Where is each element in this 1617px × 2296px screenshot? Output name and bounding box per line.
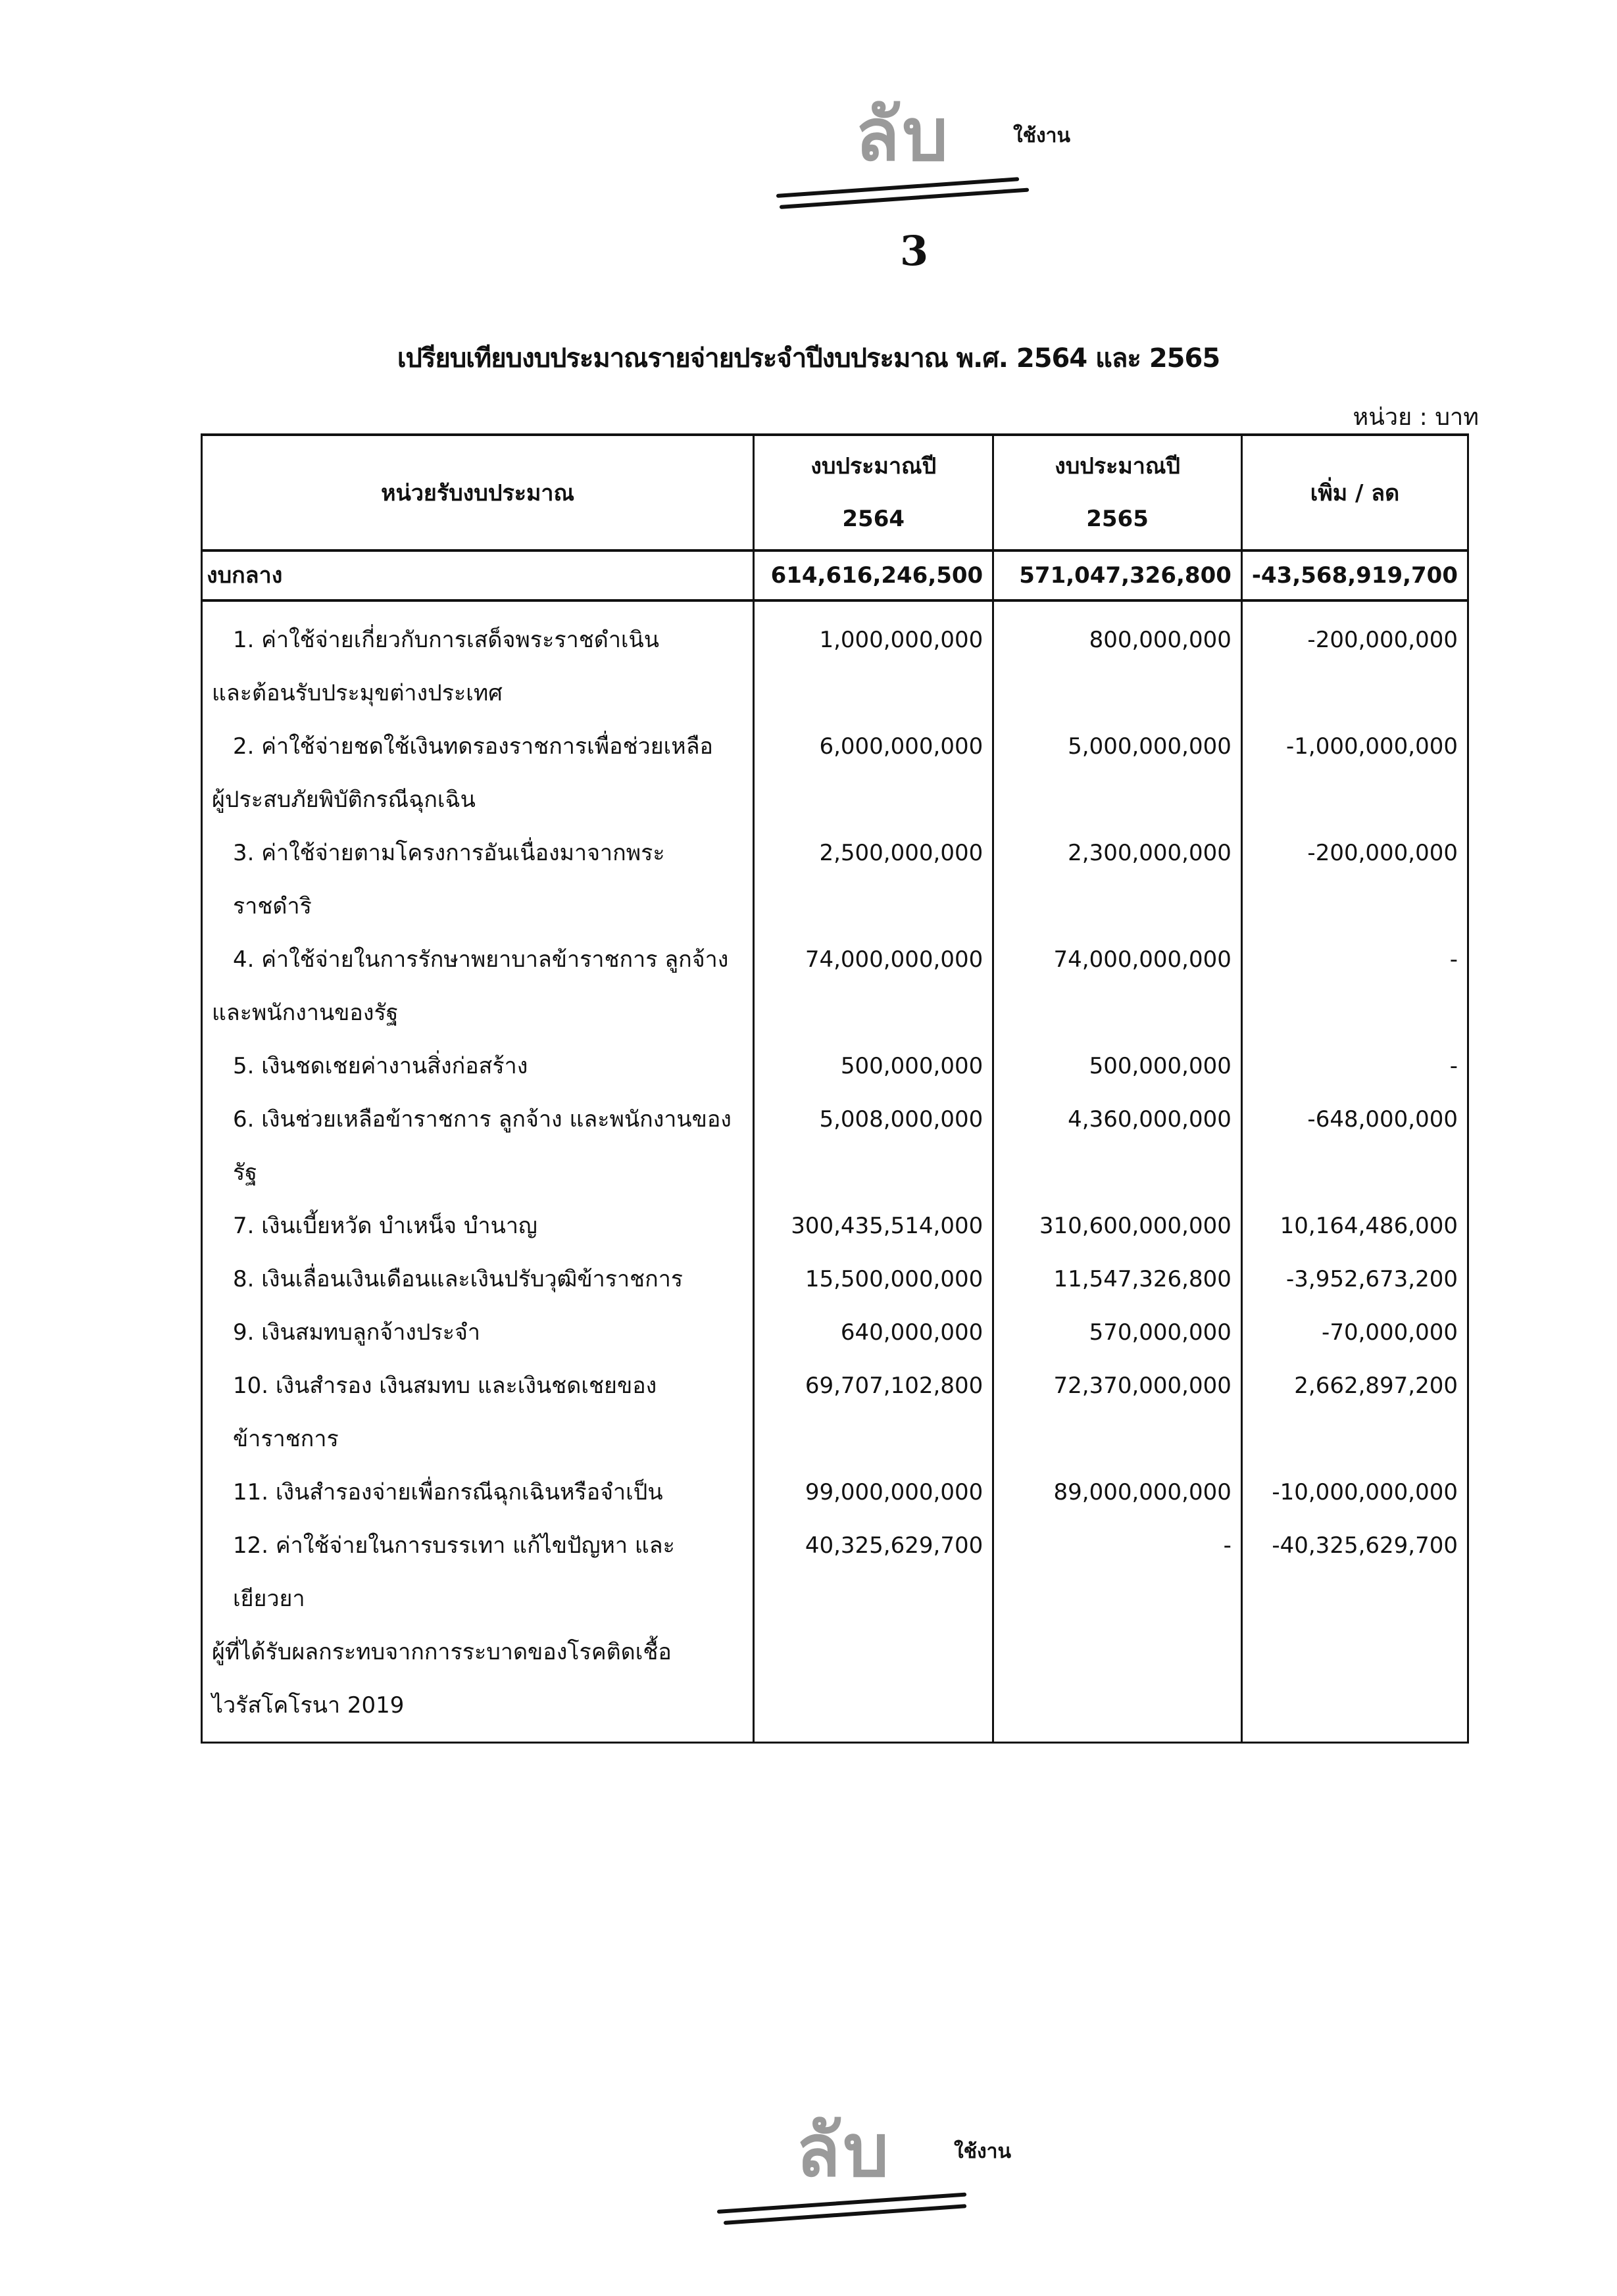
value-2565: 5,000,000,000 [993,720,1242,827]
header-year: 2564 [842,506,905,532]
value-change: -40,325,629,700 [1241,1519,1468,1743]
table-row [202,1359,1468,1466]
value-2565: 2,300,000,000 [993,827,1242,933]
table-row [202,1519,1468,1743]
item-name [202,933,754,1040]
value-2564: 6,000,000,000 [754,720,993,827]
confidential-stamp-bottom [717,2109,1059,2239]
item-name [202,1200,754,1253]
item-line: 4. ค่าใช้จ่ายในการรักษาพยาบาลข้าราชการ ลูกจ้าง [233,946,729,973]
item-name [202,1306,754,1359]
item-line: 9. เงินสมทบลูกจ้างประจำ [233,1319,481,1346]
table-row [202,1040,1468,1093]
item-name [202,1519,754,1743]
item-name [202,827,754,933]
item-line: 2. ค่าใช้จ่ายชดใช้เงินทดรองราชการเพื่อช่วยเหลือ [233,733,713,760]
value-change: - [1241,933,1468,1040]
value-2564: 640,000,000 [754,1306,993,1359]
value-2565: 89,000,000,000 [993,1466,1242,1519]
value-2564: 74,000,000,000 [754,933,993,1040]
table-row [202,1200,1468,1253]
item-name [202,1040,754,1093]
value-2565: 11,547,326,800 [993,1253,1242,1306]
total-2564: 614,616,246,500 [754,550,993,600]
value-change: - [1241,1040,1468,1093]
value-2564: 40,325,629,700 [754,1519,993,1743]
value-2564: 99,000,000,000 [754,1466,993,1519]
value-change: -648,000,000 [1241,1093,1468,1200]
header-unit: หน่วยรับงบประมาณ [202,435,754,550]
header-2564 [754,435,993,550]
total-name: งบกลาง [202,550,754,600]
total-row [202,550,1468,600]
item-line: ผู้ประสบภัยพิบัติกรณีฉุกเฉิน [212,787,476,813]
value-change: -1,000,000,000 [1241,720,1468,827]
item-line: 10. เงินสำรอง เงินสมทบ และเงินชดเชยของข้าราชการ [233,1373,657,1452]
table-row [202,1093,1468,1200]
value-change: 10,164,486,000 [1241,1200,1468,1253]
value-2564: 500,000,000 [754,1040,993,1093]
value-change: 2,662,897,200 [1241,1359,1468,1466]
total-2565: 571,047,326,800 [993,550,1242,600]
unit-label: หน่วย : บาท [1353,404,1479,431]
value-2564: 15,500,000,000 [754,1253,993,1306]
item-line: 8. เงินเลื่อนเงินเดือนและเงินปรับวุฒิข้าราชการ [233,1266,684,1292]
value-2564: 2,500,000,000 [754,827,993,933]
value-2565: 72,370,000,000 [993,1359,1242,1466]
table-header-row [202,435,1468,550]
table-row [202,1466,1468,1519]
value-2565: 4,360,000,000 [993,1093,1242,1200]
value-change: -10,000,000,000 [1241,1466,1468,1519]
value-2565: 74,000,000,000 [993,933,1242,1040]
table-row [202,600,1468,720]
table-row [202,720,1468,827]
header-2565 [993,435,1242,550]
item-line: และต้อนรับประมุขต่างประเทศ [212,680,503,706]
value-2564: 1,000,000,000 [754,600,993,720]
header-change: เพิ่ม / ลด [1241,435,1468,550]
table-row [202,1253,1468,1306]
header-year: 2565 [1086,506,1149,532]
stamp-overlay: ใช้งาน [954,2140,1012,2163]
item-name [202,1093,754,1200]
page-number: 3 [900,227,929,275]
stamp-word: ลับ [855,93,951,177]
item-line: ผู้ที่ได้รับผลกระทบจากการระบาดของโรคติดเชื้อ [212,1639,672,1665]
value-change: -3,952,673,200 [1241,1253,1468,1306]
item-line: 12. ค่าใช้จ่ายในการบรรเทา แก้ไขปัญหา และเยียวยา [233,1532,675,1612]
item-name [202,600,754,720]
item-name [202,1466,754,1519]
item-name [202,1253,754,1306]
header-label: งบประมาณปี [1055,453,1181,479]
item-line: 3. ค่าใช้จ่ายตามโครงการอันเนื่องมาจากพระราชดำริ [233,840,665,919]
table-row [202,1306,1468,1359]
item-line: 6. เงินช่วยเหลือข้าราชการ ลูกจ้าง และพนักงานของรัฐ [233,1106,732,1186]
total-change: -43,568,919,700 [1241,550,1468,600]
item-line: ไวรัสโคโรนา 2019 [212,1692,405,1719]
confidential-stamp-top [776,93,1118,224]
stamp-overlay: ใช้งาน [1013,124,1071,147]
value-2565: 310,600,000,000 [993,1200,1242,1253]
item-line: 5. เงินชดเชยค่างานสิ่งก่อสร้าง [233,1053,528,1079]
budget-comparison-table [201,433,1469,1744]
value-2565: - [993,1519,1242,1743]
item-line: 1. ค่าใช้จ่ายเกี่ยวกับการเสด็จพระราชดำเนิน [233,627,660,653]
value-change: -200,000,000 [1241,827,1468,933]
value-change: -200,000,000 [1241,600,1468,720]
item-line: 7. เงินเบี้ยหวัด บำเหน็จ บำนาญ [233,1213,537,1239]
stamp-word: ลับ [796,2109,892,2193]
value-2564: 69,707,102,800 [754,1359,993,1466]
item-line: 11. เงินสำรองจ่ายเพื่อกรณีฉุกเฉินหรือจำเป็น [233,1479,663,1505]
value-2565: 500,000,000 [993,1040,1242,1093]
item-name [202,1359,754,1466]
table-row [202,933,1468,1040]
value-change: -70,000,000 [1241,1306,1468,1359]
value-2564: 5,008,000,000 [754,1093,993,1200]
value-2564: 300,435,514,000 [754,1200,993,1253]
item-name [202,720,754,827]
item-line: และพนักงานของรัฐ [212,1000,399,1026]
header-label: งบประมาณปี [810,453,937,479]
table-row [202,827,1468,933]
value-2565: 570,000,000 [993,1306,1242,1359]
value-2565: 800,000,000 [993,600,1242,720]
document-title: เปรียบเทียบงบประมาณรายจ่ายประจำปีงบประมาณ พ.ศ. 2564 และ 2565 [397,343,1220,374]
